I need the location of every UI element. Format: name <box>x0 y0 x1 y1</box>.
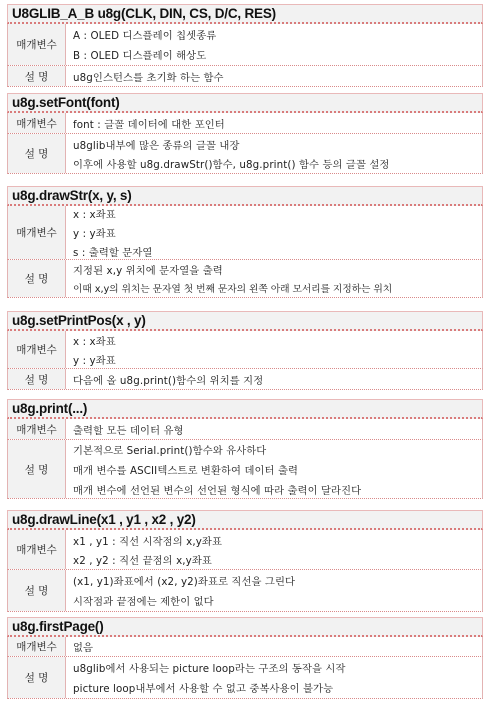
section-drawstr <box>7 186 483 298</box>
section-drawline <box>7 510 483 612</box>
value-line: 기본적으로 Serial.print()함수와 유사하다 <box>73 444 267 457</box>
param-value <box>66 419 482 439</box>
param-value <box>66 637 482 656</box>
value-line: B : OLED 디스플레이 해상도 <box>73 50 207 62</box>
param-value <box>66 530 482 569</box>
param-label: 매개변수 <box>8 637 66 656</box>
value-line: (x1, y1)좌표에서 (x2, y2)좌표로 직선을 그린다 <box>73 576 296 588</box>
param-label: 매개변수 <box>8 331 66 368</box>
value-line: 시작점과 끝점에는 제한이 없다 <box>73 596 214 608</box>
description-value <box>66 260 482 297</box>
value-line: u8glib내부에 많은 종류의 글꼴 내장 <box>73 139 240 152</box>
description-value <box>66 66 482 86</box>
value-line: 지정된 x,y 위치에 문자열을 출력 <box>73 265 223 277</box>
value-line: x2 , y2 : 직선 끝점의 x,y좌표 <box>73 554 212 567</box>
value-line: A : OLED 디스플레이 칩셋종류 <box>73 30 217 42</box>
value-line: x : x좌표 <box>73 335 116 348</box>
value-line: u8glib에서 사용되는 picture loop라는 구조의 동작을 시작 <box>73 663 346 675</box>
description-label: 설 명 <box>8 369 66 389</box>
param-row <box>7 331 483 369</box>
section-title: u8g.drawStr(x, y, s) <box>7 186 483 206</box>
description-label: 설 명 <box>8 570 66 611</box>
param-value <box>66 24 482 65</box>
description-label: 설 명 <box>8 260 66 297</box>
value-line: 다음에 올 u8g.print()함수의 위치를 지정 <box>73 374 264 387</box>
description-value <box>66 570 482 611</box>
param-row <box>7 113 483 134</box>
value-line: 매개 변수를 ASCII텍스트로 변환하여 데이터 출력 <box>73 464 299 477</box>
description-value <box>66 440 482 498</box>
description-row <box>7 440 483 499</box>
description-label: 설 명 <box>8 66 66 86</box>
param-label: 매개변수 <box>8 206 66 259</box>
value-line: 이후에 사용할 u8g.drawStr()함수, u8g.print() 함수 등의 글꼴 설정 <box>73 158 390 171</box>
param-label: 매개변수 <box>8 24 66 65</box>
description-row <box>7 657 483 699</box>
description-row <box>7 66 483 87</box>
description-row <box>7 570 483 612</box>
description-value <box>66 657 482 698</box>
value-line: 출력할 모든 데이터 유형 <box>73 424 184 437</box>
param-label: 매개변수 <box>8 113 66 133</box>
value-line: x : x좌표 <box>73 209 116 221</box>
section-title: u8g.setPrintPos(x , y) <box>7 311 483 331</box>
param-label: 매개변수 <box>8 530 66 569</box>
section-title: u8g.drawLine(x1 , y1 , x2 , y2) <box>7 510 483 530</box>
description-label: 설 명 <box>8 657 66 698</box>
description-label: 설 명 <box>8 440 66 498</box>
section-setprintpos <box>7 311 483 390</box>
param-row <box>7 206 483 260</box>
value-line: s : 출력할 문자열 <box>73 247 153 259</box>
value-line: y : y좌표 <box>73 354 116 367</box>
value-line: 이때 x,y의 위치는 문자열 첫 번째 문자의 왼쪽 아래 모서리를 지정하는 위치 <box>73 284 393 295</box>
param-label: 매개변수 <box>8 419 66 439</box>
description-row <box>7 260 483 298</box>
value-line: 매개 변수에 선언된 변수의 선언된 형식에 따라 출력이 달라진다 <box>73 484 362 497</box>
section-firstpage <box>7 617 483 699</box>
value-line: 없음 <box>73 642 94 654</box>
section-u8glib-constructor <box>7 4 483 87</box>
description-row <box>7 369 483 390</box>
param-row <box>7 419 483 440</box>
value-line: font : 글꼴 데이터에 대한 포인터 <box>73 118 225 131</box>
value-line: picture loop내부에서 사용할 수 없고 중복사용이 불가능 <box>73 683 334 695</box>
value-line: u8g인스턴스를 초기화 하는 함수 <box>73 71 224 84</box>
section-setfont <box>7 93 483 174</box>
section-title: U8GLIB_A_B u8g(CLK, DIN, CS, D/C, RES) <box>7 4 483 24</box>
description-value <box>66 134 482 173</box>
description-label: 설 명 <box>8 134 66 173</box>
section-title: u8g.print(...) <box>7 399 483 419</box>
section-title: u8g.setFont(font) <box>7 93 483 113</box>
value-line: x1 , y1 : 직선 시작점의 x,y좌표 <box>73 535 223 548</box>
param-row <box>7 530 483 570</box>
section-title: u8g.firstPage() <box>7 617 483 637</box>
description-row <box>7 134 483 174</box>
param-row <box>7 24 483 66</box>
param-value <box>66 113 482 133</box>
param-row <box>7 637 483 657</box>
value-line: y : y좌표 <box>73 228 116 240</box>
description-value <box>66 369 482 389</box>
param-value <box>66 331 482 368</box>
section-print <box>7 399 483 499</box>
param-value <box>66 206 482 259</box>
